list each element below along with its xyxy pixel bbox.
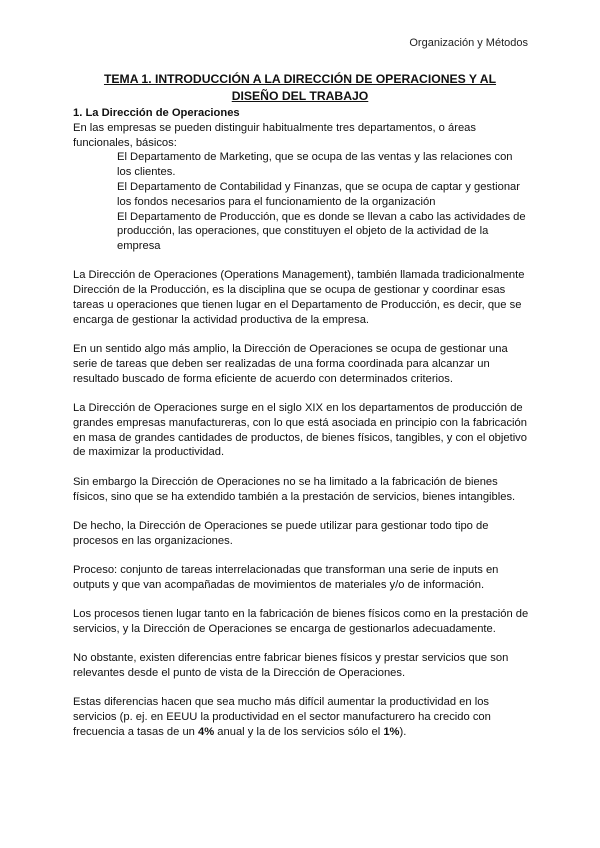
intro-paragraph: En las empresas se pueden distinguir habitualmente tres departamentos, o áreas funcionales, básicos: (73, 121, 476, 149)
title-line-1: TEMA 1. INTRODUCCIÓN A LA DIRECCIÓN DE OPERACIONES Y AL (103, 72, 497, 86)
paragraph: En un sentido algo más amplio, la Dirección de Operaciones se ocupa de gestionar una serie de tareas que deben ser realizadas de una forma coordinada para alcanzar un resultado buscado de forma eficiente de acuerdo con determinados criterios. (73, 343, 508, 385)
productivity-text-b: anual y la de los servicios sólo el (214, 725, 384, 738)
paragraph: La Dirección de Operaciones (Operations Management), también llamada tradicionalmente Dirección de la Producción, es la disciplina que se ocupa de gestionar y coordinar esas tareas u operaciones que tienen lugar en el Departamento de Producción, es decir, que se encarga de gestionar la actividad productiva de la empresa. (73, 269, 525, 326)
services-rate: 1% (383, 725, 400, 738)
productivity-text-c: ). (399, 725, 407, 738)
page-header: Organización y Métodos (409, 37, 528, 49)
paragraph: Sin embargo la Dirección de Operaciones no se ha limitado a la fabricación de bienes físicos, sino que se ha extendido también a la prestación de servicios, bienes intangibles. (73, 475, 516, 503)
paragraph: No obstante, existen diferencias entre fabricar bienes físicos y prestar servicios que son relevantes desde el punto de vista de la Dirección de Operaciones. (73, 652, 509, 679)
paragraph: Los procesos tienen lugar tanto en la fabricación de bienes físicos como en la prestación de servicios, y la Dirección de Operaciones se encarga de gestionarlos adecuadamente. (73, 608, 529, 635)
department-item-production: El Departamento de Producción, que es donde se llevan a cabo las actividades de producción, las operaciones, que constituyen el objeto de la actividad de la empresa (117, 210, 526, 253)
document-title (73, 71, 527, 105)
department-item-marketing: El Departamento de Marketing, que se ocupa de las ventas y las relaciones con los clientes. (117, 151, 513, 179)
document-body (73, 106, 529, 740)
paragraph: Proceso: conjunto de tareas interrelacionadas que transforman una serie de inputs en outputs y que van acompañadas de movimientos de materiales y/o de información. (73, 563, 499, 591)
section-heading: 1. La Dirección de Operaciones (73, 107, 240, 119)
manufacturing-rate: 4% (198, 725, 215, 738)
paragraph-productivity (73, 695, 529, 739)
paragraph: La Dirección de Operaciones surge en el siglo XIX en los departamentos de producción de grandes empresas manufactureras, con lo que está asociada en principio con la fabricación en masa de grandes cantidades de productos, de bienes físicos, tangibles, y con el objetivo de maximizar la productividad. (73, 402, 528, 459)
productivity-text-a: Estas diferencias hacen que sea mucho más difícil aumentar la productividad en los servicios (p. ej. en EEUU la productividad en el sector manufacturero ha crecido con frecuencia a tasas de un (73, 696, 491, 738)
paragraph: De hecho, la Dirección de Operaciones se puede utilizar para gestionar todo tipo de procesos en las organizaciones. (73, 519, 489, 547)
department-item-finance: El Departamento de Contabilidad y Finanzas, que se ocupa de captar y gestionar los fondos necesarios para el funcionamiento de la organización (117, 180, 520, 208)
title-line-2: DISEÑO DEL TRABAJO (231, 89, 369, 103)
